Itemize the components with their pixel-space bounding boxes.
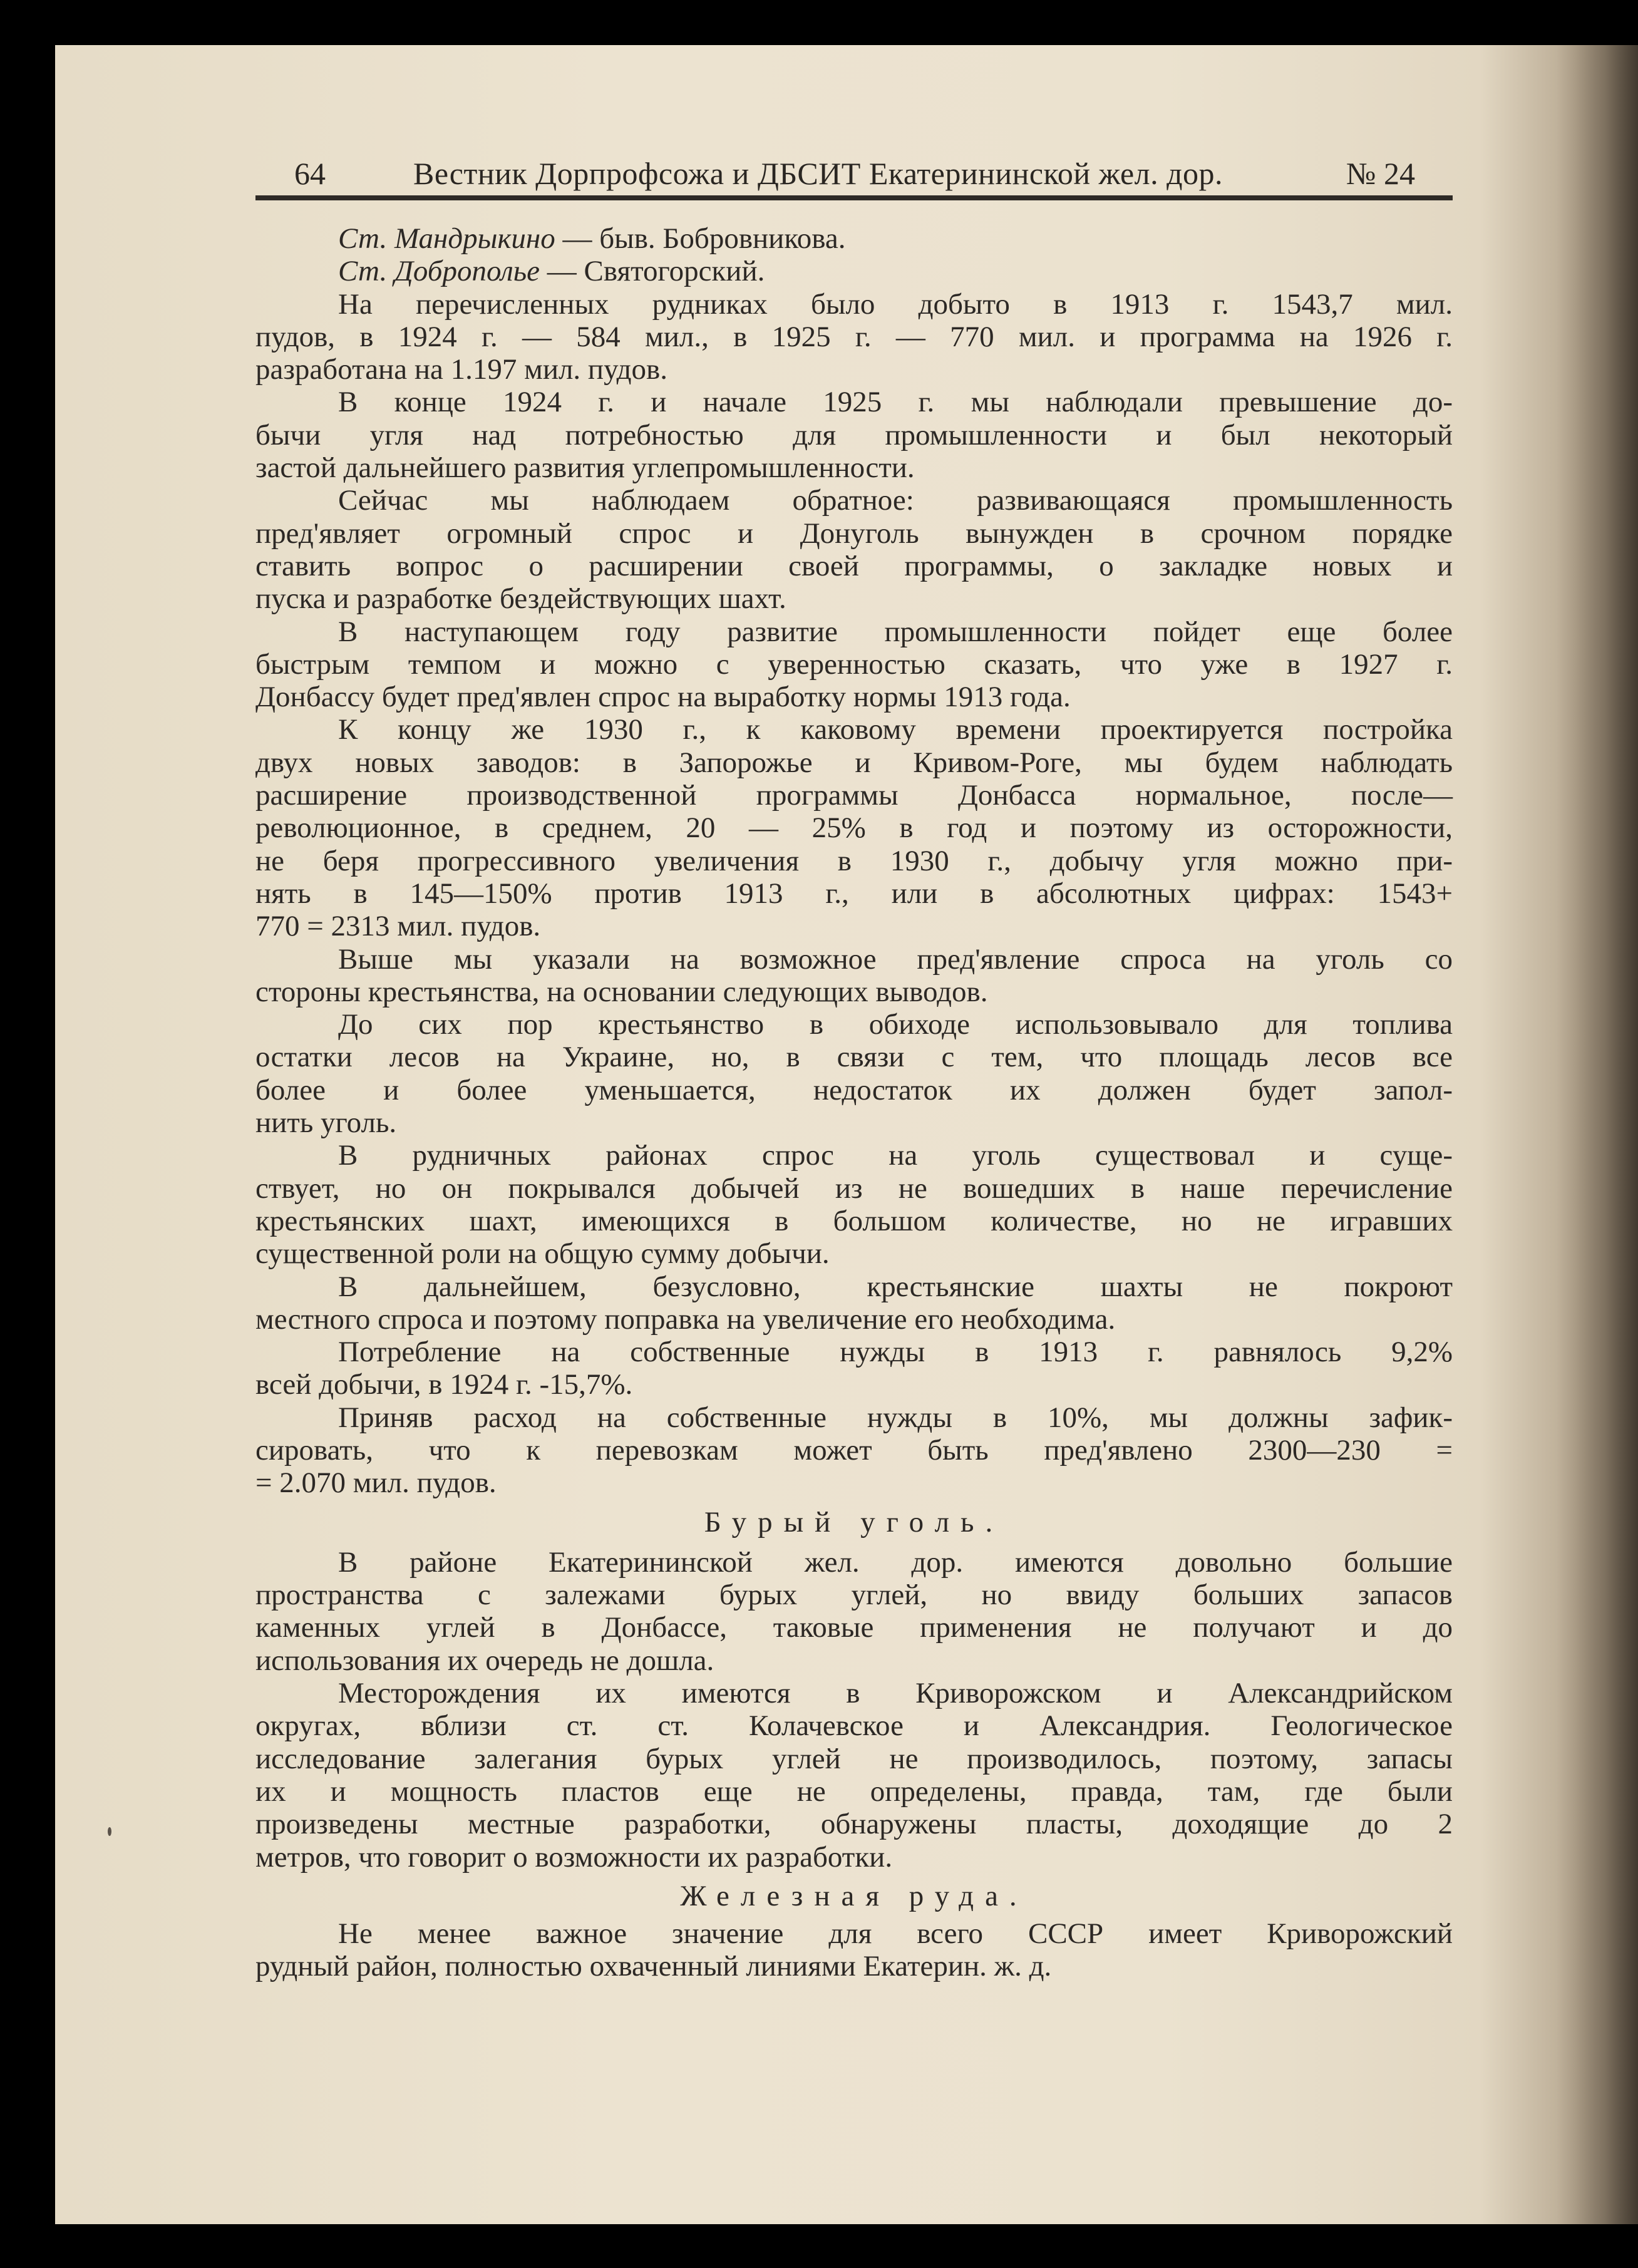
text-line: расширение производственной программы Донбасса нормальное, после— [255, 779, 1453, 812]
text-line: остатки лесов на Украине, но, в связи с тем, что площадь лесов все [255, 1041, 1453, 1074]
text-line: ставить вопрос о расширении своей программы, о закладке новых и [255, 549, 1453, 582]
text-line: Ст. Доброполье — Святогорский. [338, 255, 765, 288]
text-line: пуска и разработке бездействующих шахт. [255, 582, 786, 616]
header-rule [255, 195, 1453, 200]
paragraph [255, 1336, 1453, 1401]
section-heading-iron-ore: Железная руда. [680, 1879, 1028, 1912]
text-line: пудов, в 1924 г. — 584 мил., в 1925 г. — 770 мил. и программа на 1926 г. [255, 320, 1453, 353]
text-line: В рудничных районах спрос на уголь существовал и суще- [338, 1139, 1453, 1172]
text-line: 770 = 2313 мил. пудов. [255, 910, 541, 943]
text-line: местного спроса и поэтому поправка на увеличение его необходима. [255, 1302, 1116, 1336]
paragraph-station-2 [255, 255, 1453, 287]
text-line: нять в 145—150% против 1913 г., или в абсолютных цифрах: 1543+ [255, 877, 1453, 910]
running-header [207, 155, 1453, 199]
text-line: метров, что говорит о возможности их разработки. [255, 1840, 893, 1874]
text-line: стороны крестьянства, на основании следующих выводов. [255, 975, 988, 1008]
text-line: округах, вблизи ст. ст. Колачевское и Александрия. Геологическое [255, 1709, 1453, 1743]
section-heading-brown-coal: Бурый уголь. [704, 1505, 1004, 1539]
text-line: Ст. Мандрыкино — быв. Бобровникова. [338, 222, 846, 255]
paragraph-station-1 [255, 222, 1453, 255]
text-line: В районе Екатерининской жел. дор. имеются довольно большие [338, 1545, 1453, 1579]
text-line: использования их очередь не дошла. [255, 1644, 714, 1677]
journal-title: Вестник Дорпрофсожа и ДБСИТ Екатерининской жел. дор. [413, 156, 1223, 191]
paragraph [255, 1546, 1453, 1677]
text-line: ствует, но он покрывался добычей из не вошедших в наше перечисление [255, 1172, 1453, 1205]
text-line: застой дальнейшего развития углепромышленности. [255, 451, 915, 485]
text-line: Донбассу будет пред'явлен спрос на выработку нормы 1913 года. [255, 681, 1071, 714]
text-line: не беря прогрессивного увеличения в 1930 г., добычу угля можно при- [255, 844, 1453, 877]
text-line: В дальнейшем, безусловно, крестьянские шахты не покроют [338, 1270, 1453, 1303]
text-line: исследование залегания бурых углей не производилось, поэтому, запасы [255, 1742, 1453, 1775]
binding-shadow [1557, 45, 1638, 2224]
text-line: произведены местные разработки, обнаружены пласты, доходящие до 2 [255, 1808, 1453, 1841]
issue-number: № 24 [1346, 156, 1415, 191]
text-line: разработана на 1.197 мил. пудов. [255, 353, 667, 386]
text-line: Выше мы указали на возможное пред'явление спроса на уголь со [338, 942, 1453, 976]
text-line: К концу же 1930 г., к каковому времени проектируется постройка [338, 713, 1453, 746]
page-number: 64 [294, 156, 326, 191]
text-line: = 2.070 мил. пудов. [255, 1466, 497, 1500]
text-line: нить уголь. [255, 1106, 397, 1140]
paragraph [255, 943, 1453, 1009]
paragraph [255, 1139, 1453, 1270]
text-line: двух новых заводов: в Запорожье и Кривом-Роге, мы будем наблюдать [255, 746, 1453, 779]
text-line: пред'являет огромный спрос и Донуголь вынужден в срочном порядке [255, 517, 1453, 550]
paragraph [255, 1271, 1453, 1336]
text-line: революционное, в среднем, 20 — 25% в год и поэтому из осторожности, [255, 812, 1453, 845]
paper-speck [108, 1827, 111, 1836]
paragraph [255, 1677, 1453, 1874]
paragraph [255, 484, 1453, 615]
text-line: рудный район, полностью охваченный линиями Екатерин. ж. д. [255, 1950, 1052, 1983]
text-line: Месторождения их имеются в Криворожском и Александрийском [338, 1677, 1453, 1710]
article-body [255, 222, 1453, 1983]
paragraph [255, 1917, 1453, 1983]
paragraph [255, 713, 1453, 942]
text-line: Сейчас мы наблюдаем обратное: развивающаяся промышленность [338, 484, 1453, 517]
paragraph [255, 616, 1453, 714]
text-line: Приняв расход на собственные нужды в 10%, мы должны зафик- [338, 1401, 1453, 1434]
text-line: На перечисленных рудниках было добыто в 1913 г. 1543,7 мил. [338, 287, 1453, 321]
paragraph [255, 1401, 1453, 1500]
text-line: Потребление на собственные нужды в 1913 г. равнялось 9,2% [338, 1336, 1453, 1369]
paragraph [255, 386, 1453, 484]
text-line: существенной роли на общую сумму добычи. [255, 1237, 830, 1271]
paragraph [255, 1008, 1453, 1139]
text-line: В конце 1924 г. и начале 1925 г. мы наблюдали превышение до- [338, 386, 1453, 419]
text-line: крестьянских шахт, имеющихся в большом количестве, но не игравших [255, 1204, 1453, 1237]
text-line: их и мощность пластов еще не определены, правда, там, где были [255, 1775, 1453, 1808]
text-line: пространства с залежами бурых углей, но ввиду больших запасов [255, 1579, 1453, 1612]
station-name: Ст. Доброполье [338, 255, 540, 288]
text-line: бычи угля над потребностью для промышленности и был некоторый [255, 418, 1453, 451]
paragraph [255, 288, 1453, 386]
text-line: В наступающем году развитие промышленности пойдет еще более [338, 615, 1453, 648]
text-line: более и более уменьшается, недостаток их должен будет запол- [255, 1073, 1453, 1106]
text-line: каменных углей в Донбассе, таковые применения не получают и до [255, 1611, 1453, 1644]
text-line: быстрым темпом и можно с уверенностью сказать, что уже в 1927 г. [255, 647, 1453, 681]
text-line: всей добычи, в 1924 г. -15,7%. [255, 1368, 633, 1401]
text-line: Не менее важное значение для всего СССР имеет Криворожский [338, 1917, 1453, 1951]
text-line: сировать, что к перевозкам может быть пред'явлено 2300—230 = [255, 1433, 1453, 1466]
station-name: Ст. Мандрыкино [338, 222, 555, 255]
text-line: До сих пор крестьянство в обиходе использовывало для топлива [338, 1008, 1453, 1041]
